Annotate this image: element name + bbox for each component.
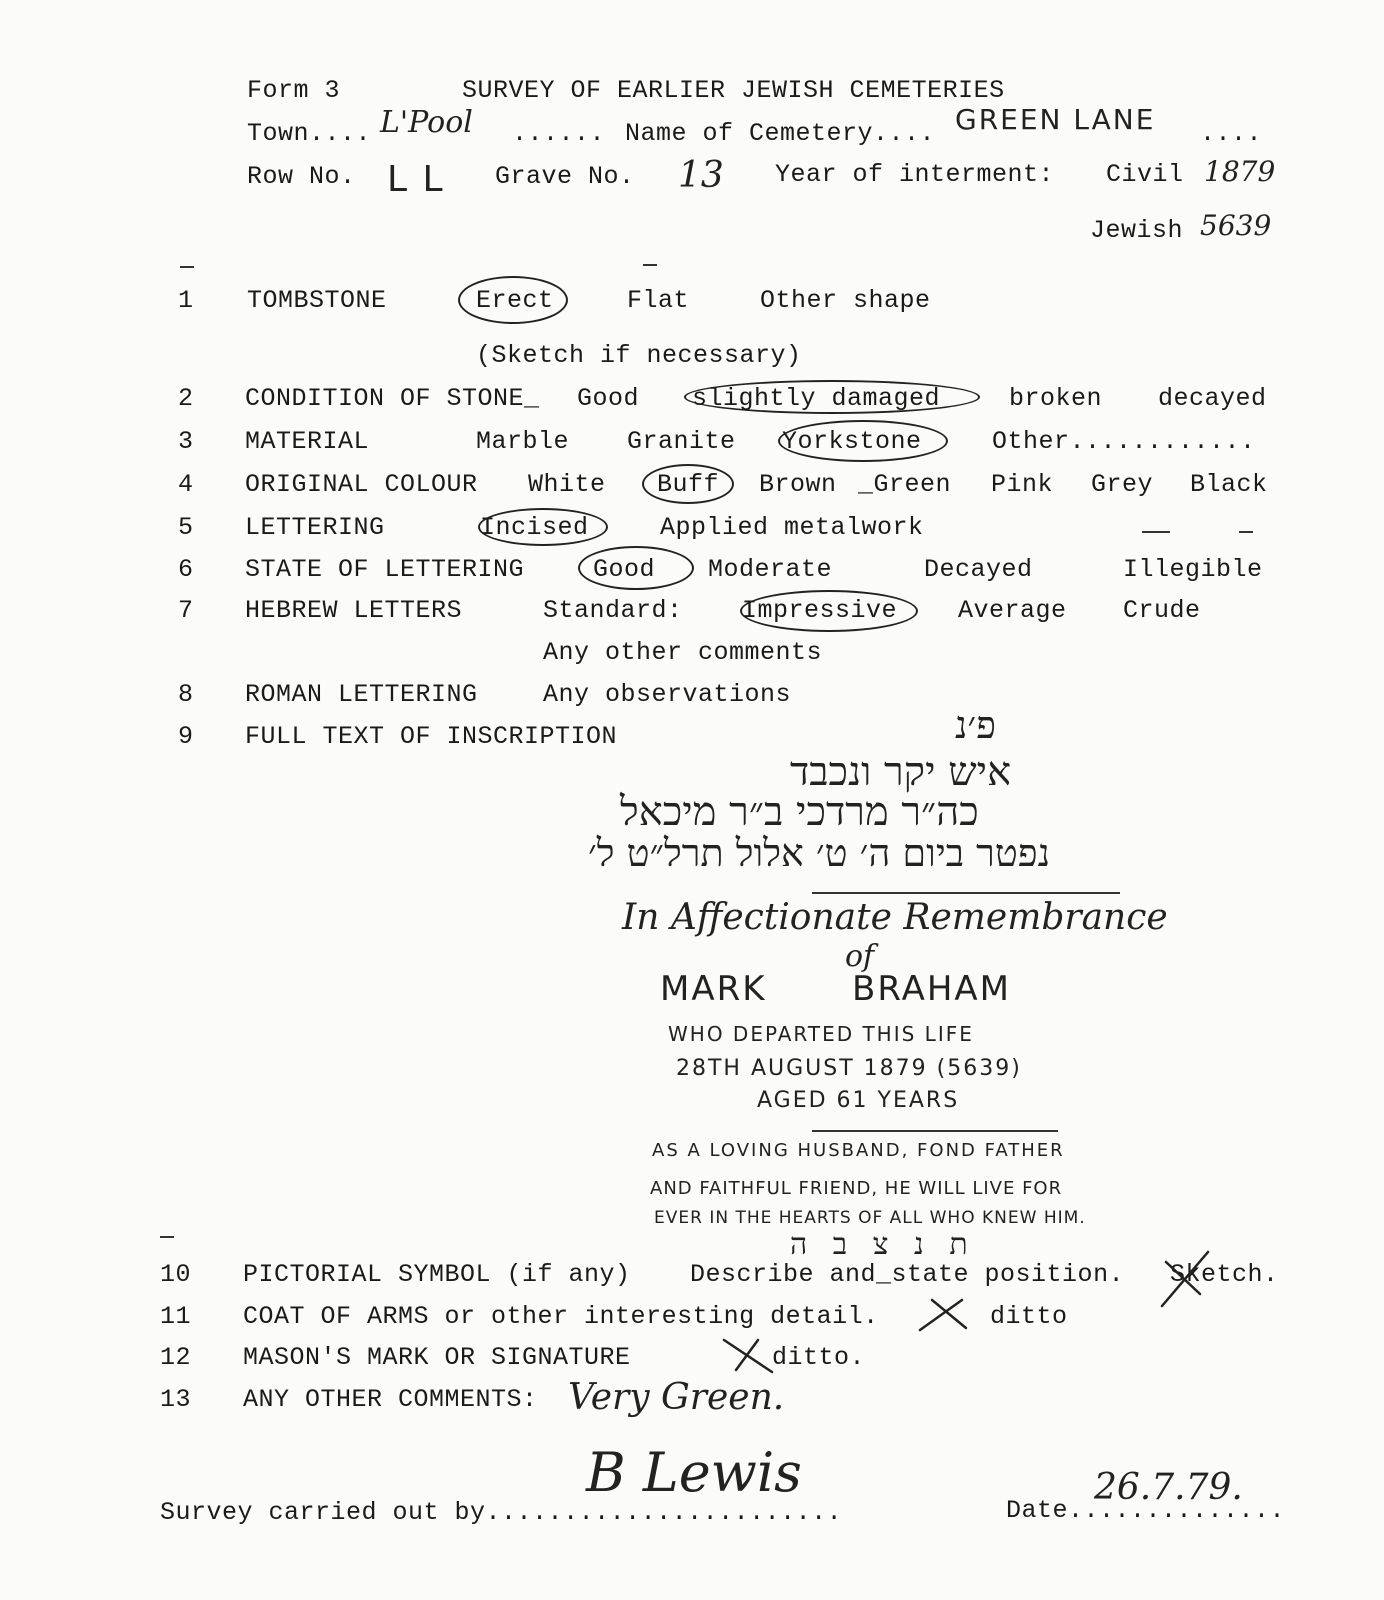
strike-mark <box>932 1300 966 1328</box>
item-number: 2 <box>178 384 194 413</box>
item-number: 1 <box>178 286 194 315</box>
surveyor-signature: B Lewis <box>586 1441 802 1504</box>
inscription-english-line: 28TH AUGUST 1879 (5639) <box>676 1056 1022 1081</box>
coat-of-arms-label: COAT OF ARMS or other interesting detail. <box>243 1302 879 1331</box>
option-brown: Brown <box>759 470 837 499</box>
item-number: 8 <box>178 680 194 709</box>
cemetery-dots: .... <box>1200 119 1263 148</box>
inscription-hebrew-line: כה״ר מרדכי ב״ר מיכאל <box>620 789 979 835</box>
strike-mark <box>724 1340 772 1372</box>
grave-label: Grave No. <box>495 162 635 191</box>
divider-line <box>812 892 1120 894</box>
row-value: L L <box>387 159 445 200</box>
tombstone-label: TOMBSTONE <box>247 286 387 315</box>
item-number: 7 <box>178 596 194 625</box>
option-average: Average <box>958 596 1067 625</box>
item-number: 10 <box>160 1260 192 1289</box>
inscription-english-line: of <box>845 939 875 974</box>
material-label: MATERIAL <box>245 427 370 456</box>
survey-by-label: Survey carried out by....................... <box>160 1498 843 1527</box>
full-text-label: FULL TEXT OF INSCRIPTION <box>245 722 618 751</box>
grave-value: 13 <box>678 155 724 196</box>
inscription-english-line: BRAHAM <box>852 969 1011 1009</box>
option-moderate: Moderate <box>708 555 833 584</box>
option-white: White <box>528 470 606 499</box>
item-number: 5 <box>178 513 194 542</box>
standard-label: Standard: <box>543 596 683 625</box>
option-flat: Flat <box>627 286 690 315</box>
option-granite: Granite <box>627 427 736 456</box>
option-crude: Crude <box>1123 596 1201 625</box>
colour-label: ORIGINAL COLOUR <box>245 470 478 499</box>
divider-mark <box>160 1236 174 1238</box>
observations-label: Any observations <box>543 680 792 709</box>
dash-mark <box>1239 531 1253 533</box>
option-slightly-damaged: slightly damaged <box>692 384 941 413</box>
inscription-english-line: WHO DEPARTED THIS LIFE <box>668 1022 974 1046</box>
option-pink: Pink <box>991 470 1054 499</box>
inscription-hebrew-line: איש יקר ונכבד <box>790 749 1012 795</box>
town-value: L'Pool <box>380 105 473 140</box>
state-of-lettering-label: STATE OF LETTERING <box>245 555 525 584</box>
inscription-english-line: AS A LOVING HUSBAND, FOND FATHER <box>652 1140 1065 1161</box>
year-label: Year of interment: <box>775 160 1055 189</box>
dash-mark <box>1142 531 1170 533</box>
option-decayed: Decayed <box>924 555 1033 584</box>
option-marble: Marble <box>476 427 570 456</box>
hebrew-letters-label: HEBREW LETTERS <box>245 596 463 625</box>
row-label: Row No. <box>247 162 356 191</box>
option-erect: Erect <box>476 286 554 315</box>
inscription-english-line: MARK <box>660 969 767 1009</box>
condition-label: CONDITION OF STONE_ <box>245 384 540 413</box>
option-impressive: Impressive <box>742 596 898 625</box>
sketch-note: (Sketch if necessary) <box>476 341 802 370</box>
inscription-hebrew-line: נפטר ביום ה׳ ט׳ אלול תרל״ט ל׳ <box>588 831 1051 875</box>
option-good: Good <box>577 384 640 413</box>
divider-mark <box>643 264 657 266</box>
jewish-year-value: 5639 <box>1200 209 1272 242</box>
cemetery-label: Name of Cemetery.... <box>625 119 936 148</box>
civil-label: Civil <box>1106 160 1184 189</box>
describe-label: Describe and_state position. <box>690 1260 1125 1289</box>
masons-mark-label: MASON'S MARK OR SIGNATURE <box>243 1343 631 1372</box>
ditto-label: ditto <box>990 1302 1068 1331</box>
option-buff: Buff <box>657 470 720 499</box>
strike-mark <box>920 1300 962 1330</box>
inscription-hebrew-line: ת נ צ ב ה <box>790 1227 976 1262</box>
inscription-english-line: EVER IN THE HEARTS OF ALL WHO KNEW HIM. <box>654 1208 1086 1228</box>
inscription-english-line: AGED 61 YEARS <box>757 1088 960 1113</box>
option-illegible: Illegible <box>1123 555 1263 584</box>
item-number: 4 <box>178 470 194 499</box>
option-black: Black <box>1190 470 1268 499</box>
ditto-label: ditto. <box>772 1343 866 1372</box>
sketch-label: Sketch. <box>1170 1260 1279 1289</box>
item-number: 9 <box>178 722 194 751</box>
other-comments-label: Any other comments <box>543 638 823 667</box>
option-other-shape: Other shape <box>760 286 931 315</box>
inscription-hebrew-line: פ׳נ <box>955 703 997 747</box>
inscription-english-line: In Affectionate Remembrance <box>622 897 1168 938</box>
form-title: SURVEY OF EARLIER JEWISH CEMETERIES <box>462 76 1005 105</box>
option-decayed: decayed <box>1158 384 1267 413</box>
item-number: 3 <box>178 427 194 456</box>
option-broken: broken <box>1009 384 1103 413</box>
form-number: Form 3 <box>247 76 341 105</box>
item-number: 11 <box>160 1302 192 1331</box>
lettering-label: LETTERING <box>245 513 385 542</box>
other-comments-label: ANY OTHER COMMENTS: <box>243 1385 538 1414</box>
inscription-english-line: AND FAITHFUL FRIEND, HE WILL LIVE FOR <box>650 1178 1063 1199</box>
option-grey: Grey <box>1091 470 1154 499</box>
date-label: Date.............. <box>1006 1496 1286 1525</box>
option-other: Other............ <box>992 427 1256 456</box>
pictorial-symbol-label: PICTORIAL SYMBOL (if any) <box>243 1260 631 1289</box>
jewish-label: Jewish <box>1090 216 1184 245</box>
option-good: Good <box>593 555 656 584</box>
roman-lettering-label: ROMAN LETTERING <box>245 680 478 709</box>
town-dots: ...... <box>512 119 606 148</box>
option-applied-metalwork: Applied metalwork <box>660 513 924 542</box>
option-yorkstone: Yorkstone <box>782 427 922 456</box>
option-green: _Green <box>858 470 952 499</box>
item-number: 12 <box>160 1343 192 1372</box>
other-comments-value: Very Green. <box>568 1377 785 1418</box>
item-number: 6 <box>178 555 194 584</box>
date-value: 26.7.79. <box>1094 1467 1243 1508</box>
cemetery-value: GREEN LANE <box>955 103 1156 136</box>
strike-mark <box>736 1340 758 1370</box>
divider-mark <box>180 266 194 268</box>
town-label: Town.... <box>247 119 372 148</box>
item-number: 13 <box>160 1385 192 1414</box>
option-incised: Incised <box>480 513 589 542</box>
divider-line <box>812 1130 1058 1132</box>
civil-year-value: 1879 <box>1204 155 1276 188</box>
